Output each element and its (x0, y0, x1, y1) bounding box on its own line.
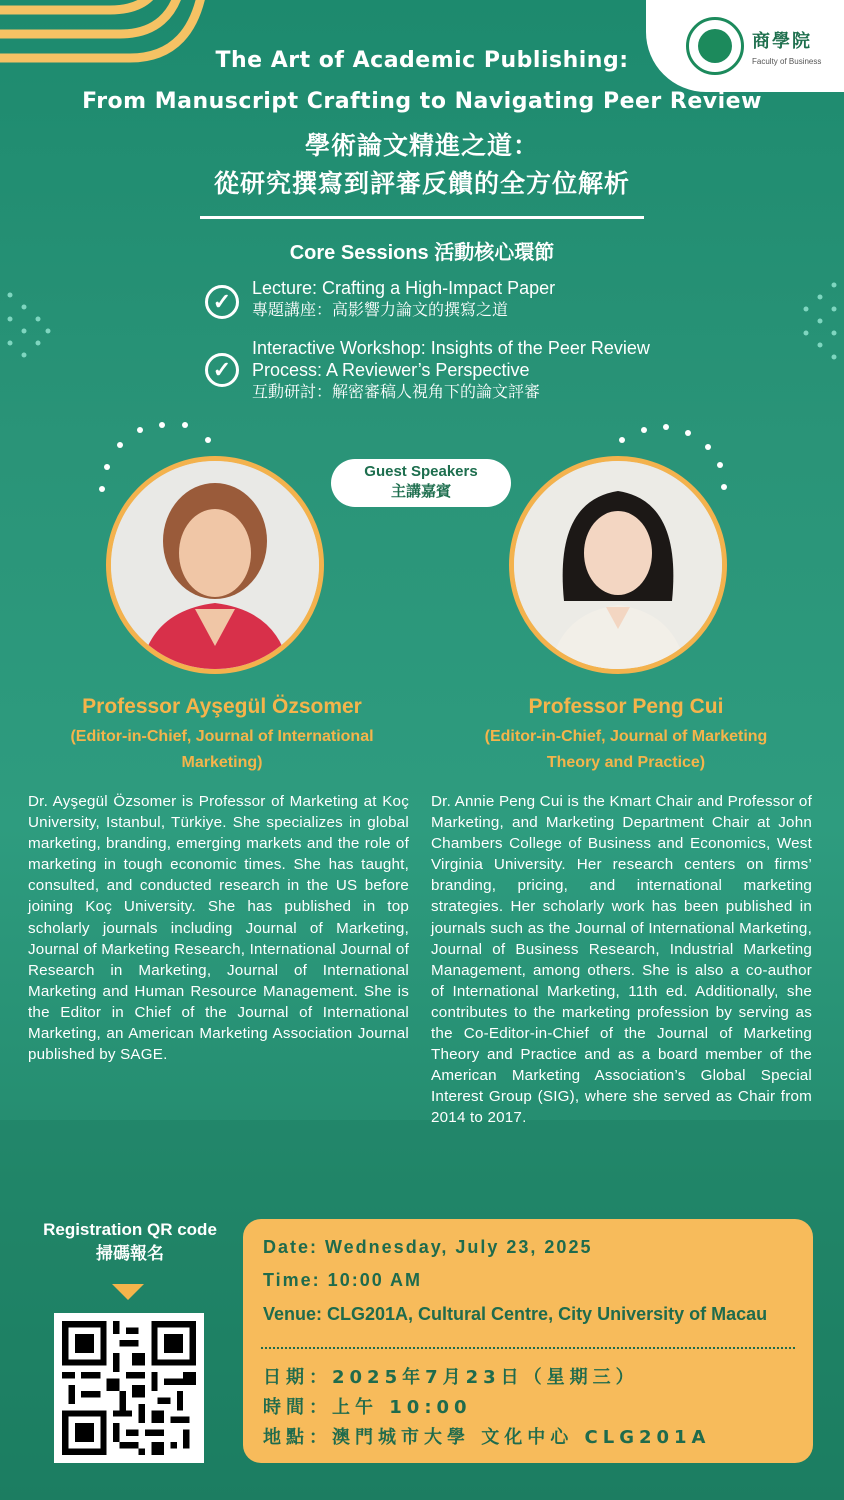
faculty-name-cn: 商學院 (752, 30, 812, 52)
session-item-lecture (205, 277, 725, 327)
guest-speakers-label-cn: 主講嘉賓 (390, 483, 451, 500)
event-venue-en: Venue: CLG201A, Cultural Centre, City University of Macau (263, 1304, 768, 1324)
title-cn-line2: 從研究撰寫到評審反饋的全方位解析 (213, 169, 630, 198)
info-divider (261, 1347, 795, 1349)
decorative-dots-edge-right (784, 275, 844, 385)
speaker-role-line: Marketing) (181, 754, 263, 771)
checkmark-icon: ✓ (205, 285, 239, 319)
event-venue-cn: 地點：澳門城市大學 文化中心 CLG201A (263, 1427, 711, 1448)
title-cn-line1: 學術論文精進之道： (304, 131, 539, 160)
session-title-en: Interactive Workshop: Insights of the Peer Review (252, 338, 650, 358)
session-title-en-cont: Process: A Reviewer’s Perspective (252, 360, 530, 380)
speaker-name-cui: Professor Peng Cui (528, 695, 724, 718)
speaker-bio-cui: Dr. Annie Peng Cui is the Kmart Chair and Professor of Marketing, and Marketing Department Chair at John Chambers College of Business and Economics, West Virginia University. Her research centers on firms’ branding, pricing, and international marketing strategies. Her scholarly work has been published in journals such as the Journal of International Marketing, Journal of Business Research, Industrial Marketing Management, among others. She is also a co-author of International Marketing, 11th ed. Additionally, she contributes to the marketing profession by serving as the Co-Editor-in-Chief of the Journal of Marketing Theory and Practice and as a board member of the American Marketing Association’s Global Special Interest Group (SIG), where she served as Chair from 2014 to 2017. (431, 793, 812, 1127)
title-en-line2: From Manuscript Crafting to Navigating Peer Review (82, 89, 762, 114)
guest-speakers-badge (331, 459, 511, 507)
speaker-photo-cui (509, 456, 727, 674)
university-logo (646, 0, 844, 92)
speaker-role-cui (426, 724, 826, 776)
registration-label (20, 1218, 240, 1266)
guest-speakers-label-en: Guest Speakers (364, 463, 478, 480)
speaker-bio-ozsomer: Dr. Ayşegül Özsomer is Professor of Marketing at Koç University, Istanbul, Türkiye. She specializes in global marketing, branding, emerging markets and the role of marketing in tough economic times. She has taught, consulted, and conducted research in the US before joining Koç University. She has published in top scholarly journals including Journal of Marketing, Journal of Marketing Research, International Journal of Research in Marketing, Journal of International Marketing and Human Resource Management. She is the Editor in Chief of the Journal of International Marketing, an American Marketing Association Journal published by SAGE. (28, 793, 409, 1064)
registration-label-cn: 掃碼報名 (96, 1244, 164, 1263)
session-title-cn: 專題講座：高影響力論文的撰寫之道 (252, 300, 509, 319)
speaker-role-ozsomer (22, 724, 422, 776)
event-time-en: Time: 10:00 AM (263, 1270, 423, 1290)
faculty-name-en: Faculty of Business (752, 56, 822, 66)
event-date-en: Date: Wednesday, July 23, 2025 (263, 1237, 593, 1257)
qr-code-icon (62, 1321, 196, 1455)
speaker-name-ozsomer: Professor Ayşegül Özsomer (82, 695, 362, 718)
event-info-card (243, 1219, 813, 1463)
title-en-line1: The Art of Academic Publishing: (215, 48, 629, 73)
registration-qr-code[interactable] (54, 1313, 204, 1463)
decorative-dots-edge-left (0, 285, 60, 375)
speaker-role-line: (Editor-in-Chief, Journal of International (70, 728, 374, 745)
speaker-role-line: Theory and Practice) (546, 754, 706, 771)
title-divider (200, 216, 644, 219)
speaker-role-line: (Editor-in-Chief, Journal of Marketing (484, 728, 768, 745)
session-title-en: Lecture: Crafting a High-Impact Paper (252, 278, 556, 298)
checkmark-icon: ✓ (205, 353, 239, 387)
session-title-cn: 互動研討：解密審稿人視角下的論文評審 (252, 382, 541, 401)
session-item-workshop (205, 337, 725, 407)
registration-label-en: Registration QR code (43, 1220, 217, 1239)
arrow-down-icon (112, 1284, 144, 1300)
speaker-photo-ozsomer (106, 456, 324, 674)
event-time-cn: 時間：上午 10:00 (263, 1397, 472, 1418)
event-date-cn: 日期：2025年7月23日（星期三） (263, 1367, 639, 1388)
core-sessions-heading: Core Sessions 活動核心環節 (289, 242, 555, 264)
